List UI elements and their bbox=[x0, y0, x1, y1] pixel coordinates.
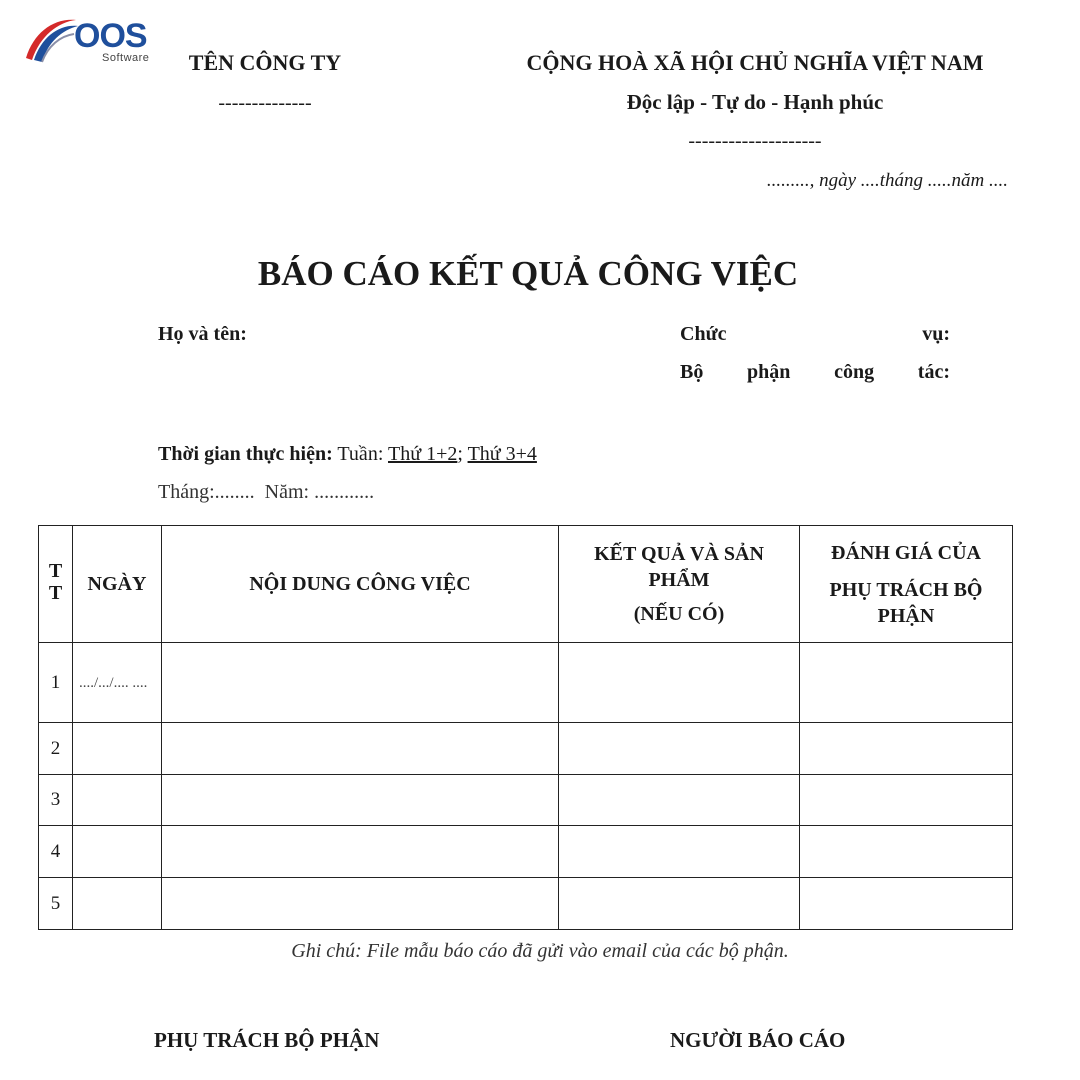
full-name-label: Họ và tên: bbox=[158, 323, 247, 345]
table-row bbox=[39, 723, 1013, 775]
row-content-cell bbox=[162, 643, 559, 723]
row-content-cell bbox=[162, 723, 559, 775]
position-label bbox=[680, 323, 950, 346]
department-word: Bộ bbox=[680, 361, 704, 383]
department-word: tác: bbox=[917, 361, 950, 383]
row-result-cell bbox=[559, 643, 800, 723]
logo-swoosh-icon bbox=[20, 14, 80, 66]
position-label-left: Chức bbox=[680, 323, 727, 345]
logo-subtitle: Software bbox=[102, 52, 150, 64]
footnote: Ghi chú: File mẫu báo cáo đã gửi vào email của các bộ phận. bbox=[291, 940, 789, 962]
time-line bbox=[158, 443, 537, 466]
week-text: Tuần: bbox=[337, 443, 384, 465]
week-option-1: Thứ 1+2 bbox=[388, 443, 458, 465]
row-evaluation-cell bbox=[800, 775, 1013, 826]
row-date bbox=[73, 878, 162, 930]
row-number: 5 bbox=[39, 878, 73, 930]
time-label: Thời gian thực hiện: bbox=[158, 443, 333, 465]
row-result-cell bbox=[559, 775, 800, 826]
row-number: 2 bbox=[39, 723, 73, 775]
col-header-result: KẾT QUẢ VÀ SẢN PHẨM (NẾU CÓ) bbox=[559, 526, 800, 643]
logo-brand: OOS bbox=[74, 17, 147, 55]
row-evaluation-cell bbox=[800, 643, 1013, 723]
national-motto: Độc lập - Tự do - Hạnh phúc bbox=[626, 90, 884, 114]
row-number: 4 bbox=[39, 826, 73, 878]
row-evaluation-cell bbox=[800, 826, 1013, 878]
row-result-cell bbox=[559, 826, 800, 878]
table-row bbox=[39, 643, 1013, 723]
week-separator: ; bbox=[457, 443, 463, 465]
date-line: ........., ngày ....tháng .....năm .... bbox=[766, 170, 1008, 191]
row-date: ..../.../.... .... bbox=[73, 643, 162, 723]
report-table bbox=[38, 525, 1013, 930]
table-row bbox=[39, 826, 1013, 878]
signature-reporter: NGƯỜI BÁO CÁO bbox=[670, 1028, 846, 1052]
table-row bbox=[39, 878, 1013, 930]
row-date bbox=[73, 723, 162, 775]
company-logo bbox=[20, 14, 155, 66]
row-evaluation-cell bbox=[800, 878, 1013, 930]
department-label bbox=[680, 361, 950, 384]
signature-department-head: PHỤ TRÁCH BỘ PHẬN bbox=[154, 1028, 380, 1052]
month-year-line: Tháng:........ Năm: ............ bbox=[158, 481, 375, 503]
row-content-cell bbox=[162, 826, 559, 878]
row-content-cell bbox=[162, 878, 559, 930]
table-row bbox=[39, 775, 1013, 826]
col-header-date: NGÀY bbox=[73, 526, 162, 643]
col-header-content: NỘI DUNG CÔNG VIỆC bbox=[162, 526, 559, 643]
week-option-2: Thứ 3+4 bbox=[467, 443, 537, 465]
company-divider: -------------- bbox=[218, 92, 312, 114]
department-word: phận bbox=[747, 361, 791, 383]
row-number: 3 bbox=[39, 775, 73, 826]
company-name: TÊN CÔNG TY bbox=[188, 50, 342, 75]
row-evaluation-cell bbox=[800, 723, 1013, 775]
table-header-row bbox=[39, 526, 1013, 643]
row-date bbox=[73, 826, 162, 878]
report-title: BÁO CÁO KẾT QUẢ CÔNG VIỆC bbox=[257, 254, 799, 293]
row-result-cell bbox=[559, 723, 800, 775]
national-title: CỘNG HOÀ XÃ HỘI CHỦ NGHĨA VIỆT NAM bbox=[526, 50, 984, 75]
motto-divider: -------------------- bbox=[688, 130, 822, 152]
row-number: 1 bbox=[39, 643, 73, 723]
department-word: công bbox=[834, 361, 875, 383]
position-label-right: vụ: bbox=[922, 323, 950, 345]
row-content-cell bbox=[162, 775, 559, 826]
row-date bbox=[73, 775, 162, 826]
row-result-cell bbox=[559, 878, 800, 930]
col-header-tt: T T bbox=[39, 526, 73, 643]
col-header-evaluation: ĐÁNH GIÁ CỦA PHỤ TRÁCH BỘ PHẬN bbox=[800, 526, 1013, 643]
